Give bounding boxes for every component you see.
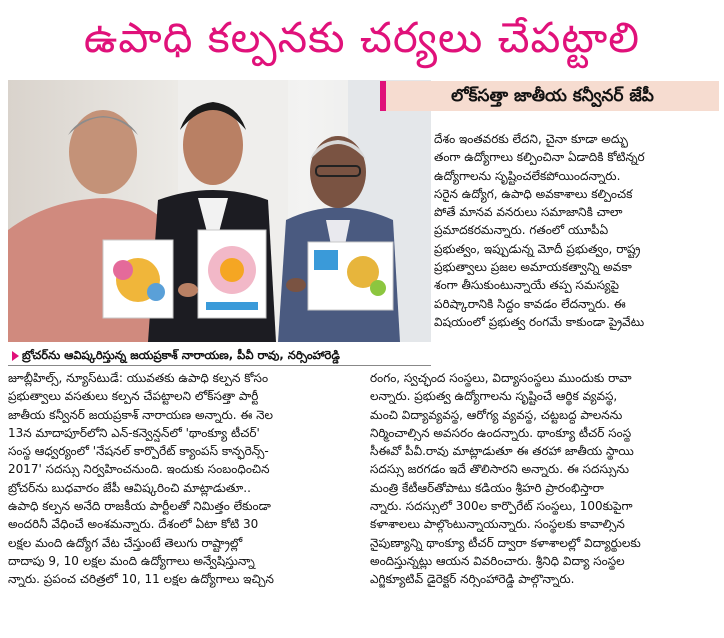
text-line: పరిష్కారానికి సిద్ధం కావడం లేదన్నారు. ఈ — [434, 296, 626, 311]
text-line: సీఈవో పీవీ.రావు మాట్లాడుతూ ఈ తరహా జాతీయ స్థాయి — [370, 444, 634, 459]
text-line: లన్నారు. ప్రభుత్వ ఉద్యోగాలను సృష్టించే ఆర్థిక వ్యవస్థ, — [370, 389, 618, 404]
text-line: మంచి విద్యావ్యవస్థ, ఆరోగ్య వ్యవస్థ, చట్టబద్ధ పాలనను — [370, 407, 623, 422]
text-line: అందరినీ వేధించే అంశమన్నారు. దేశంలో ఏటా కోటి 30 — [8, 517, 259, 532]
text-line: ప్రభుత్వాలు వసతులు కల్పన చేపట్టాలని లోక్‌సత్తా పార్టీ — [8, 389, 259, 404]
text-line: దేశం ఇంతవరకు లేదని, చైనా కూడా అద్భు — [434, 132, 628, 146]
event-photo — [8, 80, 431, 342]
text-line: శంగా తీసుకుంటున్నాయే తప్ప సమస్యపై — [434, 278, 620, 293]
text-line: కళాశాలలు పాల్గొంటున్నాయన్నారు. సంస్థలకు కావాల్సిన — [370, 517, 625, 532]
text-line: సదస్సు జరగడం ఇదే తొలిసారని అన్నారు. ఈ సదస్సును — [370, 462, 629, 477]
text-line: విషయంలో ప్రభుత్వ రంగమే కాకుండా ప్రైవేటు — [434, 314, 645, 329]
text-line: ప్రభుత్వాలు ప్రజల అమాయకత్వాన్ని అవకా — [434, 260, 632, 275]
text-line: జాతీయ కన్వీనర్ జయప్రకాశ్ నారాయణ అన్నారు. ఈ నెల — [8, 407, 274, 422]
headline: ఉపాధి కల్పనకు చర్యలు చేపట్టాలి — [83, 13, 641, 62]
caption-text: బ్రోచర్‌ను ఆవిష్కరిస్తున్న జయప్రకాశ్ నారాయణ, పీవీ రావు, నర్సింహారెడ్డి — [22, 348, 340, 362]
text-line: పోతే మానవ వనరులు సమాజానికి చాలా — [434, 205, 623, 220]
text-line: రంగం, స్వచ్ఛంద సంస్థలు, విద్యాసంస్థలు ముందుకు రావా — [370, 371, 632, 385]
text-line: న్నారు. ప్రపంచ చరిత్రలో 10, 11 లక్షల ఉద్యోగాలు ఇచ్చిన — [8, 572, 274, 587]
caption-marker-icon — [12, 351, 19, 361]
text-line: ప్రభుత్వం, ఇప్పుడున్న మోదీ ప్రభుత్వం, రాష్ట్ర — [434, 241, 641, 256]
subheadline: లోక్‌సత్తా జాతీయ కన్వీనర్ జేపీ — [380, 81, 719, 111]
text-line: సంస్థ ఆధ్వర్యంలో 'నేషనల్ కార్పొరేట్ క్యాంపస్ కాన్ఫరెన్స్- — [8, 444, 269, 459]
text-line: న్నారు. సదస్సులో 300ల కార్పొరేట్ సంస్థలు, 100కుపైగా — [370, 499, 633, 514]
article-column-right-bottom — [370, 369, 719, 589]
text-line: దాదాపు 9, 10 లక్షల మంది ఉద్యోగాలు అన్వేషిస్తున్నా — [8, 553, 255, 568]
text-line: బ్రోచర్‌ను బుధవారం జేపీ ఆవిష్కరించి మాట్లాడుతూ.. — [8, 480, 251, 495]
text-line: లక్షల మంది ఉద్యోగ వేట చేస్తుంటే తెలుగు రాష్ట్రాల్లో — [8, 535, 243, 550]
text-line: మంత్రి కేటీఆర్‌తోపాటు కడియం శ్రీహరి ప్రారంభిస్తారా — [370, 480, 604, 495]
article-column-right-top — [434, 130, 719, 331]
text-line: ప్రమాదకరమన్నారు. గతంలో యూపీఏ — [434, 223, 609, 238]
text-line: నిర్మించాల్సిన అవసరం ఉందన్నారు. థాంక్యూ టీచర్ సంస్థ — [370, 425, 632, 440]
text-line: నైపుణ్యాన్ని థాంక్యూ టీచర్ ద్వారా కళాశాలల్లో విద్యార్థులకు — [370, 535, 641, 550]
text-line: 13న మాదాపూర్‌లోని ఎన్-కన్వెన్షన్‌లో 'థాంక్యూ టీచర్' — [8, 425, 260, 440]
article-column-left — [8, 369, 364, 589]
photo-caption — [8, 344, 431, 366]
text-line: ఎగ్జిక్యూటివ్ డైరెక్టర్ నర్సింహారెడ్డి పాల్గొన్నారు. — [370, 572, 575, 587]
text-line: జూబ్లీహిల్స్, న్యూస్‌టుడే: యువతకు ఉపాధి కల్పన కోసం — [8, 371, 269, 385]
text-line: అందిస్తున్నట్లు ఆయన వివరించారు. శ్రీనిధి విద్యా సంస్థల — [370, 553, 625, 568]
text-line: సరైన ఉద్యోగ, ఉపాధి అవకాశాలు కల్పించక — [434, 186, 633, 201]
text-line: 2017' సదస్సు నిర్వహించనుంది. ఇందుకు సంబంధించిన — [8, 462, 270, 477]
text-line: ఉపాధి కల్పన అనేది రాజకీయ పార్టీలతో నిమిత్తం లేకుండా — [8, 499, 271, 514]
text-line: తంగా ఉద్యోగాలు కల్పించినా ఏడాదికి కోటిన్నర — [434, 150, 645, 165]
text-line: ఉద్యోగాలను సృష్టించలేకపోయిందన్నారు. — [434, 168, 621, 183]
